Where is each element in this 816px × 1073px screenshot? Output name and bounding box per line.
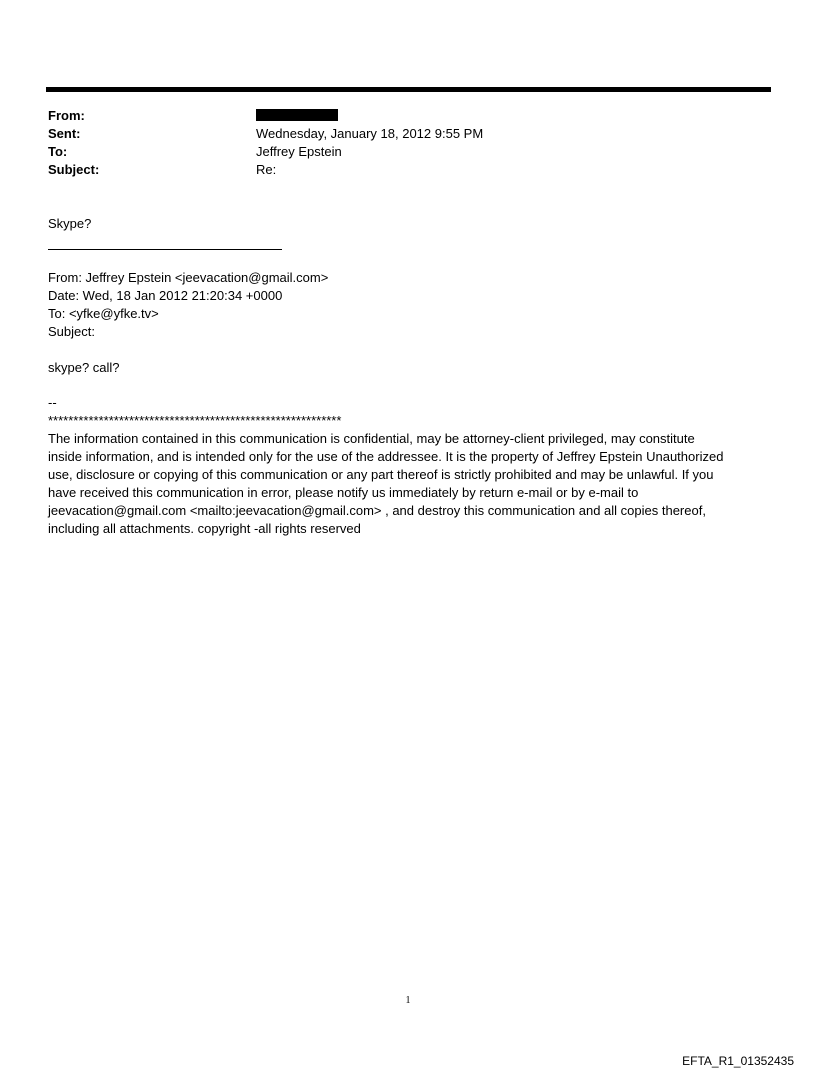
disclaimer-line: jeevacation@gmail.com <mailto:jeevacation@gmail.com> , and destroy this communication and all copies thereof, — [48, 503, 706, 518]
to-value: Jeffrey Epstein — [256, 144, 342, 159]
to-row — [48, 143, 748, 161]
signature-dashes: -- — [48, 395, 57, 410]
to-label: To: — [48, 144, 68, 159]
disclaimer — [48, 430, 768, 538]
disclaimer-line: have received this communication in error, please notify us immediately by return e-mail or by e-mail to — [48, 485, 639, 500]
from-row — [48, 107, 748, 125]
from-label: From: — [48, 108, 85, 123]
email-header — [48, 107, 748, 179]
signature-block — [48, 394, 768, 538]
top-rule — [46, 87, 771, 92]
disclaimer-line: including all attachments. copyright -all rights reserved — [48, 521, 361, 536]
reply-separator — [48, 249, 282, 250]
quoted-to: To: <yfke@yfke.tv> — [48, 306, 159, 321]
disclaimer-line: inside information, and is intended only for the use of the addressee. It is the property of Jeffrey Epstein Unauthorized — [48, 449, 724, 464]
quoted-date: Date: Wed, 18 Jan 2012 21:20:34 +0000 — [48, 288, 283, 303]
reply-body — [48, 215, 768, 233]
quoted-body — [48, 359, 768, 377]
subject-value: Re: — [256, 162, 277, 177]
disclaimer-line: The information contained in this communication is confidential, may be attorney-client privileged, may constitute — [48, 431, 695, 446]
subject-row — [48, 161, 748, 179]
quoted-body-text: skype? call? — [48, 360, 120, 375]
page-number: 1 — [405, 995, 411, 1006]
signature-stars: ********************************************************** — [48, 413, 342, 428]
quoted-from: From: Jeffrey Epstein <jeevacation@gmail.com> — [48, 270, 329, 285]
subject-label: Subject: — [48, 162, 100, 177]
reply-text: Skype? — [48, 216, 92, 231]
redaction-block — [256, 109, 338, 121]
quoted-subject: Subject: — [48, 324, 95, 339]
quoted-header — [48, 269, 768, 341]
bates-number: EFTA_R1_01352435 — [682, 1054, 794, 1068]
sent-value: Wednesday, January 18, 2012 9:55 PM — [256, 126, 484, 141]
sent-label: Sent: — [48, 126, 81, 141]
disclaimer-line: use, disclosure or copying of this communication or any part thereof is strictly prohibited and may be unlawful. If you — [48, 467, 714, 482]
sent-row — [48, 125, 748, 143]
